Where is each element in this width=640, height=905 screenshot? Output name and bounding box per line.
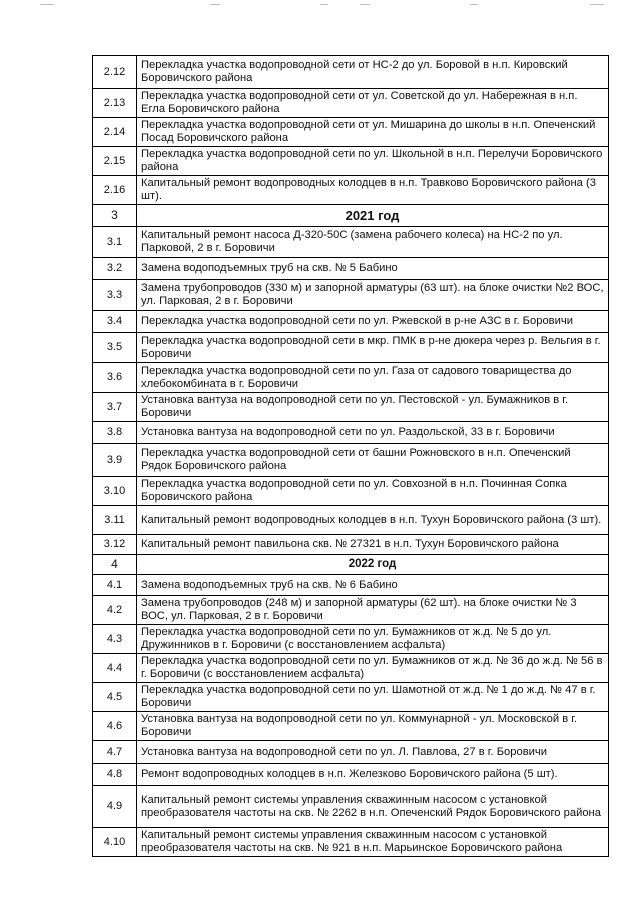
work-description: Капитальный ремонт водопроводных колодцев в н.п. Тухун Боровичского района (3 шт). <box>137 506 609 535</box>
row-number: 4.5 <box>93 683 137 712</box>
work-description: Капитальный ремонт системы управления скважинным насосом с установкой преобразователя частоты на скв. № 2262 в н.п. Опеченский Рядок Боровичского района <box>137 786 609 828</box>
row-number: 4.2 <box>93 596 137 625</box>
work-description: Замена водоподъемных труб на скв. № 5 Бабино <box>137 258 609 280</box>
work-description: Замена трубопроводов (248 м) и запорной арматуры (62 шт). на блоке очистки № 3 ВОС, ул. Парковая, 2 в г. Боровичи <box>137 596 609 625</box>
work-item-row <box>93 506 609 535</box>
work-item-row <box>93 828 609 857</box>
work-item-row <box>93 176 609 205</box>
work-description: Перекладка участка водопроводной сети по ул. Совхозной в н.п. Починная Сопка Боровичского района <box>137 477 609 506</box>
year-section-row <box>93 205 609 227</box>
work-item-row <box>93 422 609 444</box>
row-number: 2.16 <box>93 176 137 205</box>
row-number: 3.2 <box>93 258 137 280</box>
work-description: Установка вантуза на водопроводной сети по ул. Коммунарной - ул. Московской в г. Боровичи <box>137 712 609 741</box>
work-item-row <box>93 683 609 712</box>
work-item-row <box>93 258 609 280</box>
work-item-row <box>93 625 609 654</box>
scan-top-marks <box>0 0 640 12</box>
row-number: 3.1 <box>93 227 137 258</box>
work-description: Перекладка участка водопроводной сети по ул. Бумажников от ж.д. № 5 до ул. Дружинников в г. Боровичи (с восстановлением асфальта) <box>137 625 609 654</box>
work-item-row <box>93 741 609 764</box>
works-plan-table <box>92 55 609 857</box>
work-description: Капитальный ремонт водопроводных колодцев в н.п. Травково Боровичского района (3 шт). <box>137 176 609 205</box>
work-item-row <box>93 596 609 625</box>
row-number: 3.3 <box>93 280 137 311</box>
row-number: 2.13 <box>93 89 137 118</box>
work-description: Капитальный ремонт насоса Д-320-50С (замена рабочего колеса) на НС-2 по ул. Парковой, 2 в г. Боровичи <box>137 227 609 258</box>
work-item-row <box>93 712 609 741</box>
work-description: Замена трубопроводов (330 м) и запорной арматуры (63 шт). на блоке очистки №2 ВОС, ул. Парковая, 2 в г. Боровичи <box>137 280 609 311</box>
work-item-row <box>93 393 609 422</box>
row-number: 4 <box>93 555 137 575</box>
row-number: 4.6 <box>93 712 137 741</box>
work-item-row <box>93 311 609 333</box>
row-number: 3.12 <box>93 535 137 555</box>
work-description: Перекладка участка водопроводной сети по ул. Шамотной от ж.д. № 1 до ж.д. № 47 в г. Боровичи <box>137 683 609 712</box>
work-item-row <box>93 333 609 363</box>
year-heading: 2022 год <box>137 555 609 575</box>
work-item-row <box>93 363 609 393</box>
row-number: 4.3 <box>93 625 137 654</box>
work-description: Перекладка участка водопроводной сети по ул. Газа от садового товарищества до хлебокомбината в г. Боровичи <box>137 363 609 393</box>
row-number: 4.7 <box>93 741 137 764</box>
work-item-row <box>93 654 609 683</box>
year-section-row <box>93 555 609 575</box>
row-number: 4.10 <box>93 828 137 857</box>
work-description: Перекладка участка водопроводной сети от башни Рожновского в н.п. Опеченский Рядок Боровичского района <box>137 444 609 477</box>
row-number: 3.6 <box>93 363 137 393</box>
year-heading: 2021 год <box>137 205 609 227</box>
work-item-row <box>93 477 609 506</box>
row-number: 3 <box>93 205 137 227</box>
work-description: Капитальный ремонт павильона скв. № 27321 в н.п. Тухун Боровичского района <box>137 535 609 555</box>
work-description: Ремонт водопроводных колодцев в н.п. Железково Боровичского района (5 шт). <box>137 764 609 786</box>
row-number: 3.4 <box>93 311 137 333</box>
work-description: Установка вантуза на водопроводной сети по ул. Пестовской - ул. Бумажников в г. Боровичи <box>137 393 609 422</box>
row-number: 4.4 <box>93 654 137 683</box>
row-number: 4.8 <box>93 764 137 786</box>
work-description: Капитальный ремонт системы управления скважинным насосом с установкой преобразователя частоты на скв. № 921 в н.п. Марьинское Боровичского района <box>137 828 609 857</box>
work-item-row <box>93 764 609 786</box>
row-number: 3.7 <box>93 393 137 422</box>
row-number: 3.10 <box>93 477 137 506</box>
work-item-row <box>93 444 609 477</box>
row-number: 3.8 <box>93 422 137 444</box>
work-description: Перекладка участка водопроводной сети по ул. Ржевской в р-не АЗС в г. Боровичи <box>137 311 609 333</box>
work-description: Перекладка участка водопроводной сети от ул. Советской до ул. Набережная в н.п. Егла Боровичского района <box>137 89 609 118</box>
works-plan-body <box>93 56 609 857</box>
row-number: 3.5 <box>93 333 137 363</box>
row-number: 2.15 <box>93 147 137 176</box>
work-description: Перекладка участка водопроводной сети от ул. Мишарина до школы в н.п. Опеченский Посад Боровичского района <box>137 118 609 147</box>
work-item-row <box>93 575 609 596</box>
work-item-row <box>93 118 609 147</box>
work-item-row <box>93 786 609 828</box>
work-item-row <box>93 227 609 258</box>
row-number: 4.9 <box>93 786 137 828</box>
row-number: 2.14 <box>93 118 137 147</box>
row-number: 4.1 <box>93 575 137 596</box>
work-item-row <box>93 89 609 118</box>
work-item-row <box>93 56 609 89</box>
row-number: 3.11 <box>93 506 137 535</box>
work-description: Замена водоподъемных труб на скв. № 6 Бабино <box>137 575 609 596</box>
work-description: Перекладка участка водопроводной сети по ул. Школьной в н.п. Перелучи Боровичского района <box>137 147 609 176</box>
work-item-row <box>93 280 609 311</box>
work-description: Установка вантуза на водопроводной сети по ул. Л. Павлова, 27 в г. Боровичи <box>137 741 609 764</box>
work-item-row <box>93 535 609 555</box>
work-description: Установка вантуза на водопроводной сети по ул. Раздольской, 33 в г. Боровичи <box>137 422 609 444</box>
work-description: Перекладка участка водопроводной сети от НС-2 до ул. Боровой в н.п. Кировский Боровичского района <box>137 56 609 89</box>
work-item-row <box>93 147 609 176</box>
work-description: Перекладка участка водопроводной сети по ул. Бумажников от ж.д. № 36 до ж.д. № 56 в г. Боровичи (с восстановлением асфальта) <box>137 654 609 683</box>
row-number: 3.9 <box>93 444 137 477</box>
work-description: Перекладка участка водопроводной сети в мкр. ПМК в р-не дюкера через р. Вельгия в г. Боровичи <box>137 333 609 363</box>
row-number: 2.12 <box>93 56 137 89</box>
